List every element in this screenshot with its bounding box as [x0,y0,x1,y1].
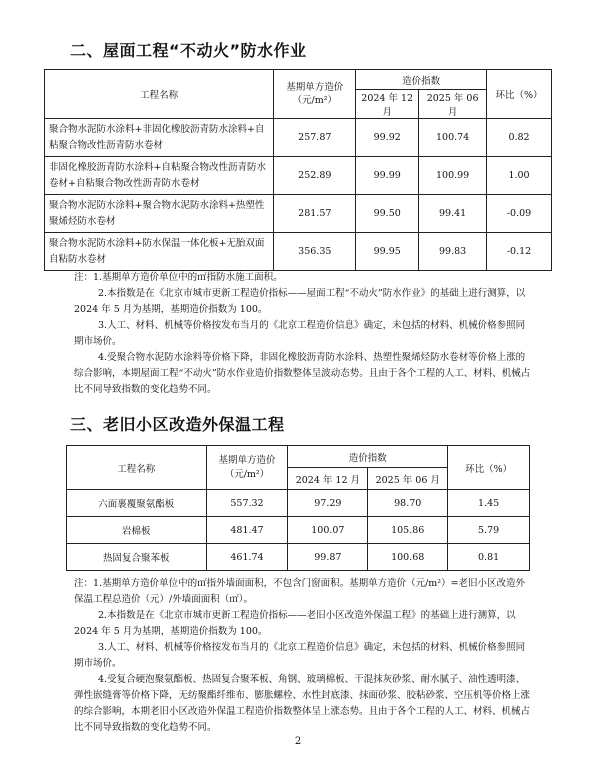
base-price-line1: 基期单方造价 [218,454,276,466]
row-name: 聚合物水泥防水涂料+非固化橡胶沥青防水涂料+自粘聚合物改性沥青防水卷材 [45,119,274,157]
row-name: 聚合物水泥防水涂料+聚合物水泥防水涂料+热塑性聚烯烃防水卷材 [45,195,274,233]
row-name: 六面裹覆聚氨酯板 [67,490,207,517]
section2-notes [74,270,534,398]
row-ratio: -0.12 [487,233,552,271]
waterproofing-index-table [44,69,552,271]
col-header-date1: 2024 年 12 月 [356,90,419,119]
table-row [67,517,530,544]
base-price-line1: 基期单方造价 [286,82,344,93]
table-row [67,544,530,571]
row-name: 岩棉板 [67,517,207,544]
col-header-base-price [206,446,288,490]
base-price-line2: （元/m²） [224,468,270,480]
row-v1: 99.87 [288,544,368,571]
row-v2: 105.86 [368,517,448,544]
row-ratio: 1.45 [448,490,530,517]
table-row [45,157,552,195]
row-v1: 99.92 [356,119,419,157]
row-v1: 99.99 [356,157,419,195]
section3-title: 三、老旧小区改造外保温工程 [70,415,285,434]
row-base: 481.47 [206,517,288,544]
base-price-line2: （元/m²） [292,95,338,106]
row-base: 356.35 [274,233,356,271]
row-v2: 99.83 [419,233,487,271]
note-3: 3.人工、材料、机械等价格按发布当月的《北京工程造价信息》确定，未包括的材料、机械价格参照同期市场价。 [74,642,526,669]
table-row [67,490,530,517]
row-v1: 97.29 [288,490,368,517]
table-row [45,233,552,271]
page-number: 2 [294,736,302,747]
row-v1: 99.50 [356,195,419,233]
row-base: 557.32 [206,490,288,517]
row-base: 257.87 [274,119,356,157]
row-base: 461.74 [206,544,288,571]
note-1: 注：1.基期单方造价单位中的㎡指防水施工面积。 [74,272,283,283]
col-header-ratio: 环比（%） [487,70,552,119]
row-v2: 98.70 [368,490,448,517]
table-row [45,119,552,157]
row-ratio: -0.09 [487,195,552,233]
row-ratio: 0.81 [448,544,530,571]
row-base: 252.89 [274,157,356,195]
row-v1: 100.07 [288,517,368,544]
row-name: 热固复合聚苯板 [67,544,207,571]
row-ratio: 0.82 [487,119,552,157]
insulation-index-table [66,445,530,571]
col-header-date2: 2025 年 06 月 [419,90,487,119]
note-1: 注：1.基期单方造价单位中的㎡指外墙面面积，不包含门窗面积。基期单方造价（元/m²）=老旧小区改造外保温工程总造价（元）/外墙面面积（㎡）。 [74,578,526,605]
section2-title: 二、屋面工程“不动火”防水作业 [70,41,307,60]
row-v2: 100.99 [419,157,487,195]
col-header-base-price [274,70,356,119]
col-header-name: 工程名称 [67,446,207,490]
row-base: 281.57 [274,195,356,233]
col-header-ratio: 环比（%） [448,446,530,490]
table-row [45,195,552,233]
note-3: 3.人工、材料、机械等价格按发布当月的《北京工程造价信息》确定，未包括的材料、机械价格参照同期市场价。 [74,320,526,347]
col-header-date2: 2025 年 06 月 [368,468,448,490]
col-header-index: 造价指数 [356,70,487,90]
note-4: 4.受聚合物水泥防水涂料等价格下降，非固化橡胶沥青防水涂料、热塑性聚烯烃防水卷材等价格上涨的综合影响，本期屋面工程“不动火”防水作业造价指数整体呈波动态势。且由于各个工程的人工、材料、机械占比不同导致指数的变化趋势不同。 [74,352,531,395]
note-4: 4.受复合硬泡聚氨酯板、热固复合聚苯板、角钢、玻璃棉板、干混抹灰砂浆、耐水腻子、油性透明漆、弹性嵌缝膏等价格下降，无纺聚酯纤维布、膨胀螺栓、水性封底漆、抹面砂浆、胶粘砂浆、空压机等价格上涨的综合影响，本期老旧小区改造外保温工程造价指数整体呈上涨态势。且由于各个工程的人工、材料、机械占比不同导致指数的变化趋势不同。 [74,674,531,733]
col-header-index: 造价指数 [288,446,448,468]
row-ratio: 1.00 [487,157,552,195]
row-v1: 99.95 [356,233,419,271]
section3-notes [74,576,534,736]
col-header-name: 工程名称 [45,70,274,119]
col-header-date1: 2024 年 12 月 [288,468,368,490]
row-v2: 100.74 [419,119,487,157]
note-2: 2.本指数是在《北京市城市更新工程造价指标——老旧小区改造外保温工程》的基础上进行测算，以 2024 年 5 月为基期，基期造价指数为 100。 [74,610,516,637]
note-2: 2.本指数是在《北京市城市更新工程造价指标——屋面工程“不动火”防水作业》的基础上进行测算，以 2024 年 5 月为基期，基期造价指数为 100。 [74,288,526,315]
row-v2: 99.41 [419,195,487,233]
row-ratio: 5.79 [448,517,530,544]
row-name: 聚合物水泥防水涂料+防水保温一体化板+无胎双面自粘防水卷材 [45,233,274,271]
row-name: 非固化橡胶沥青防水涂料+自粘聚合物改性沥青防水卷材+自粘聚合物改性沥青防水卷材 [45,157,274,195]
row-v2: 100.68 [368,544,448,571]
